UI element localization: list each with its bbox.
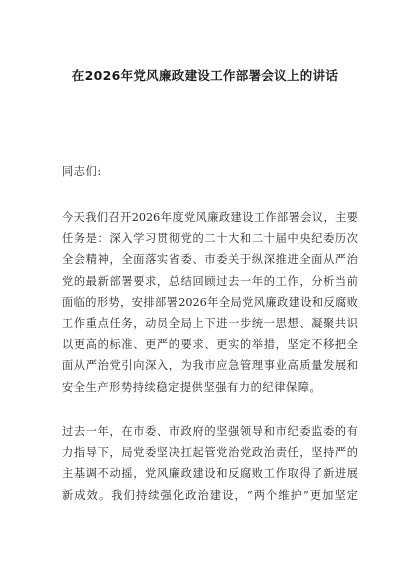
greeting-text: 同志们: bbox=[62, 165, 102, 178]
document-title: 在2026年党风廉政建设工作部署会议上的讲话 bbox=[71, 68, 339, 83]
paragraph-line: 党的最新部署要求，总结回顾过去一年的工作，分析当前 bbox=[62, 274, 358, 288]
paragraph-1 bbox=[62, 207, 358, 398]
paragraph-line: 过去一年，在市委、市政府的坚强领导和市纪委监委的有 bbox=[62, 425, 358, 438]
paragraph-line: 面从严治党引向深入，为我市应急管理事业高质量发展和 bbox=[62, 359, 358, 373]
paragraph-line: 面临的形势，安排部署2026年全局党风廉政建设和反腐败 bbox=[62, 295, 358, 309]
paragraph-line: 安全生产形势持续稳定提供坚强有力的纪律保障。 bbox=[62, 380, 322, 394]
paragraph-2 bbox=[62, 421, 358, 506]
paragraph-line: 工作重点任务，动员全局上下进一步统一思想、凝聚共识 bbox=[62, 316, 358, 330]
paragraph-line: 任务是：深入学习贯彻党的二十大和二十届中央纪委历次 bbox=[62, 232, 358, 246]
paragraph-line: 主基调不动摇，党风廉政建设和反腐败工作取得了新进展 bbox=[62, 467, 358, 481]
paragraph-line: 今天我们召开2026年度党风廉政建设工作部署会议，主要 bbox=[62, 211, 358, 224]
greeting bbox=[62, 161, 358, 182]
paragraph-line: 力指导下，局党委坚决扛起管党治党政治责任，坚持严的 bbox=[62, 446, 358, 460]
paragraph-line: 新成效。我们持续强化政治建设，“两个维护”更加坚定 bbox=[62, 488, 358, 502]
paragraph-line: 全会精神，全面落实省委、市委关于纵深推进全面从严治 bbox=[62, 253, 358, 267]
paragraph-line: 以更高的标准、更严的要求、更实的举措，坚定不移把全 bbox=[62, 338, 358, 352]
